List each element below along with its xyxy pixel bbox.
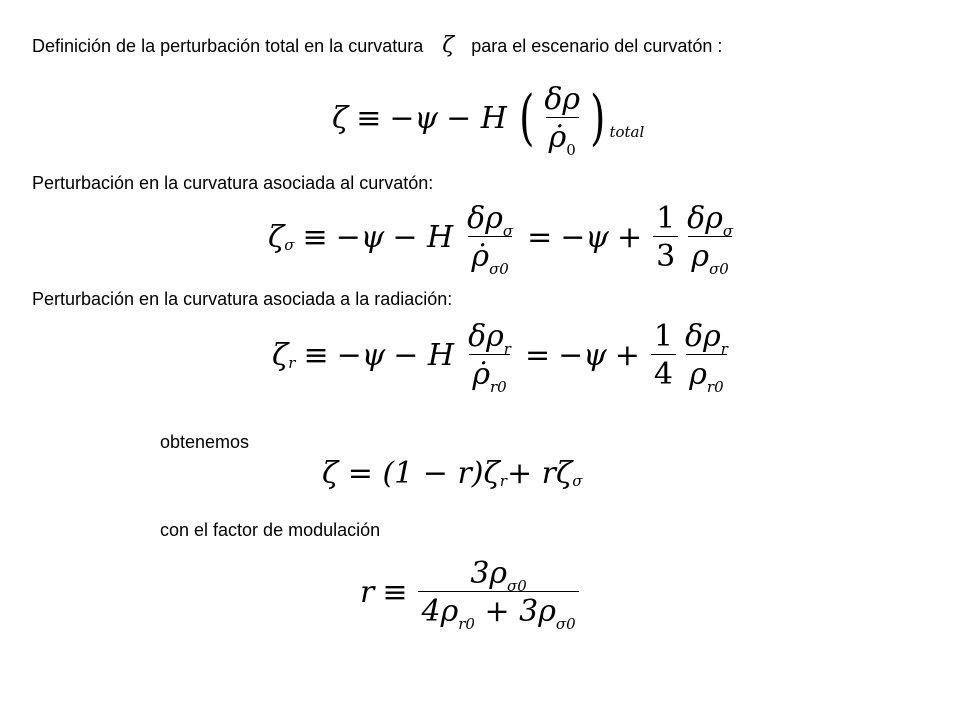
heading-radiation: Perturbación en la curvatura asociada a la radiación: bbox=[32, 289, 453, 309]
eq2-plus: + bbox=[616, 219, 643, 255]
heading-curvaton: Perturbación en la curvatura asociada al curvatón: bbox=[32, 173, 434, 193]
eq4-main: ζ = (1 − r)ζ bbox=[322, 455, 500, 491]
eq2-minus-psi2: −ψ bbox=[560, 219, 609, 255]
equation-radiation bbox=[272, 318, 734, 396]
eq3-def: ≡ bbox=[303, 337, 329, 373]
equation-modulation bbox=[360, 555, 582, 633]
eq1-minus-h: − H bbox=[446, 100, 507, 136]
definition-text-after: para el escenario del curvatón : bbox=[471, 36, 723, 56]
eq3-coef: $\frac{1}{4}$ bbox=[651, 319, 676, 392]
eq1-right-paren: ) bbox=[590, 83, 606, 153]
eq4-mid: + rζ bbox=[506, 455, 573, 491]
eq3-fraction2: $\frac{\delta\rho_r}{\rho_{r0}}$ bbox=[685, 318, 728, 396]
eq2-minus-psi: −ψ bbox=[335, 219, 385, 255]
eq3-plus: + bbox=[614, 337, 640, 373]
label-modulation-factor: con el factor de modulación bbox=[160, 520, 381, 540]
eq1-den: $\rhȯ_0$ bbox=[546, 117, 579, 155]
eq4-sub2: σ bbox=[572, 472, 583, 491]
eq5-fraction: $\frac{3\rho_{\sigma 0}}{4\rho_{r0} + 3\rho_{\sigma 0}}$ bbox=[418, 556, 578, 629]
eq4-sub1: r bbox=[499, 472, 507, 491]
eq5-lhs: r bbox=[360, 574, 375, 610]
eq2-lhs: ζ bbox=[268, 219, 285, 255]
eq2-minus-h: − H bbox=[392, 219, 454, 255]
eq1-def: ≡ bbox=[356, 100, 382, 136]
eq3-minus-h: − H bbox=[393, 337, 455, 373]
eq2-fraction2: $\frac{\delta\rho_\sigma}{\rho_{\sigma 0}}$ bbox=[687, 200, 734, 278]
eq3-lhs: ζ bbox=[272, 337, 289, 373]
eq2-lhs-sub: σ bbox=[284, 236, 295, 255]
eq2-def: ≡ bbox=[302, 219, 328, 255]
eq3-lhs-sub: r bbox=[288, 354, 296, 373]
eq3-minus-psi2: −ψ bbox=[558, 337, 607, 373]
eq2-coef: $\frac{1}{3}$ bbox=[653, 201, 678, 274]
eq3-equals: = bbox=[524, 337, 551, 373]
eq1-fraction bbox=[541, 81, 583, 159]
equation-curvaton bbox=[268, 200, 739, 278]
eq3-minus-psi: −ψ bbox=[336, 337, 386, 373]
definition-text-before: Definición de la perturbación total en la curvatura bbox=[32, 36, 424, 56]
definition-text bbox=[32, 35, 722, 57]
eq1-minus-psi: −ψ bbox=[389, 100, 439, 136]
eq5-def: ≡ bbox=[382, 574, 408, 610]
eq1-left-paren: ( bbox=[519, 83, 535, 153]
eq2-fraction1: $\frac{\delta\rho_\sigma}{\rhȯ_{\sigma 0}}$ bbox=[467, 200, 514, 278]
equation-total-curvature bbox=[332, 78, 644, 158]
zeta-symbol: ζ bbox=[442, 33, 455, 58]
eq1-num: δρ bbox=[544, 81, 581, 117]
equation-combined bbox=[322, 448, 582, 498]
eq1-lhs: ζ bbox=[332, 100, 349, 136]
eq2-equals: = bbox=[527, 219, 553, 255]
label-obtenemos: obtenemos bbox=[160, 432, 250, 452]
eq1-total-subscript: total bbox=[609, 122, 645, 141]
eq3-fraction1: $\frac{\delta\rho_r}{\rhȯ_{r0}}$ bbox=[468, 318, 511, 396]
